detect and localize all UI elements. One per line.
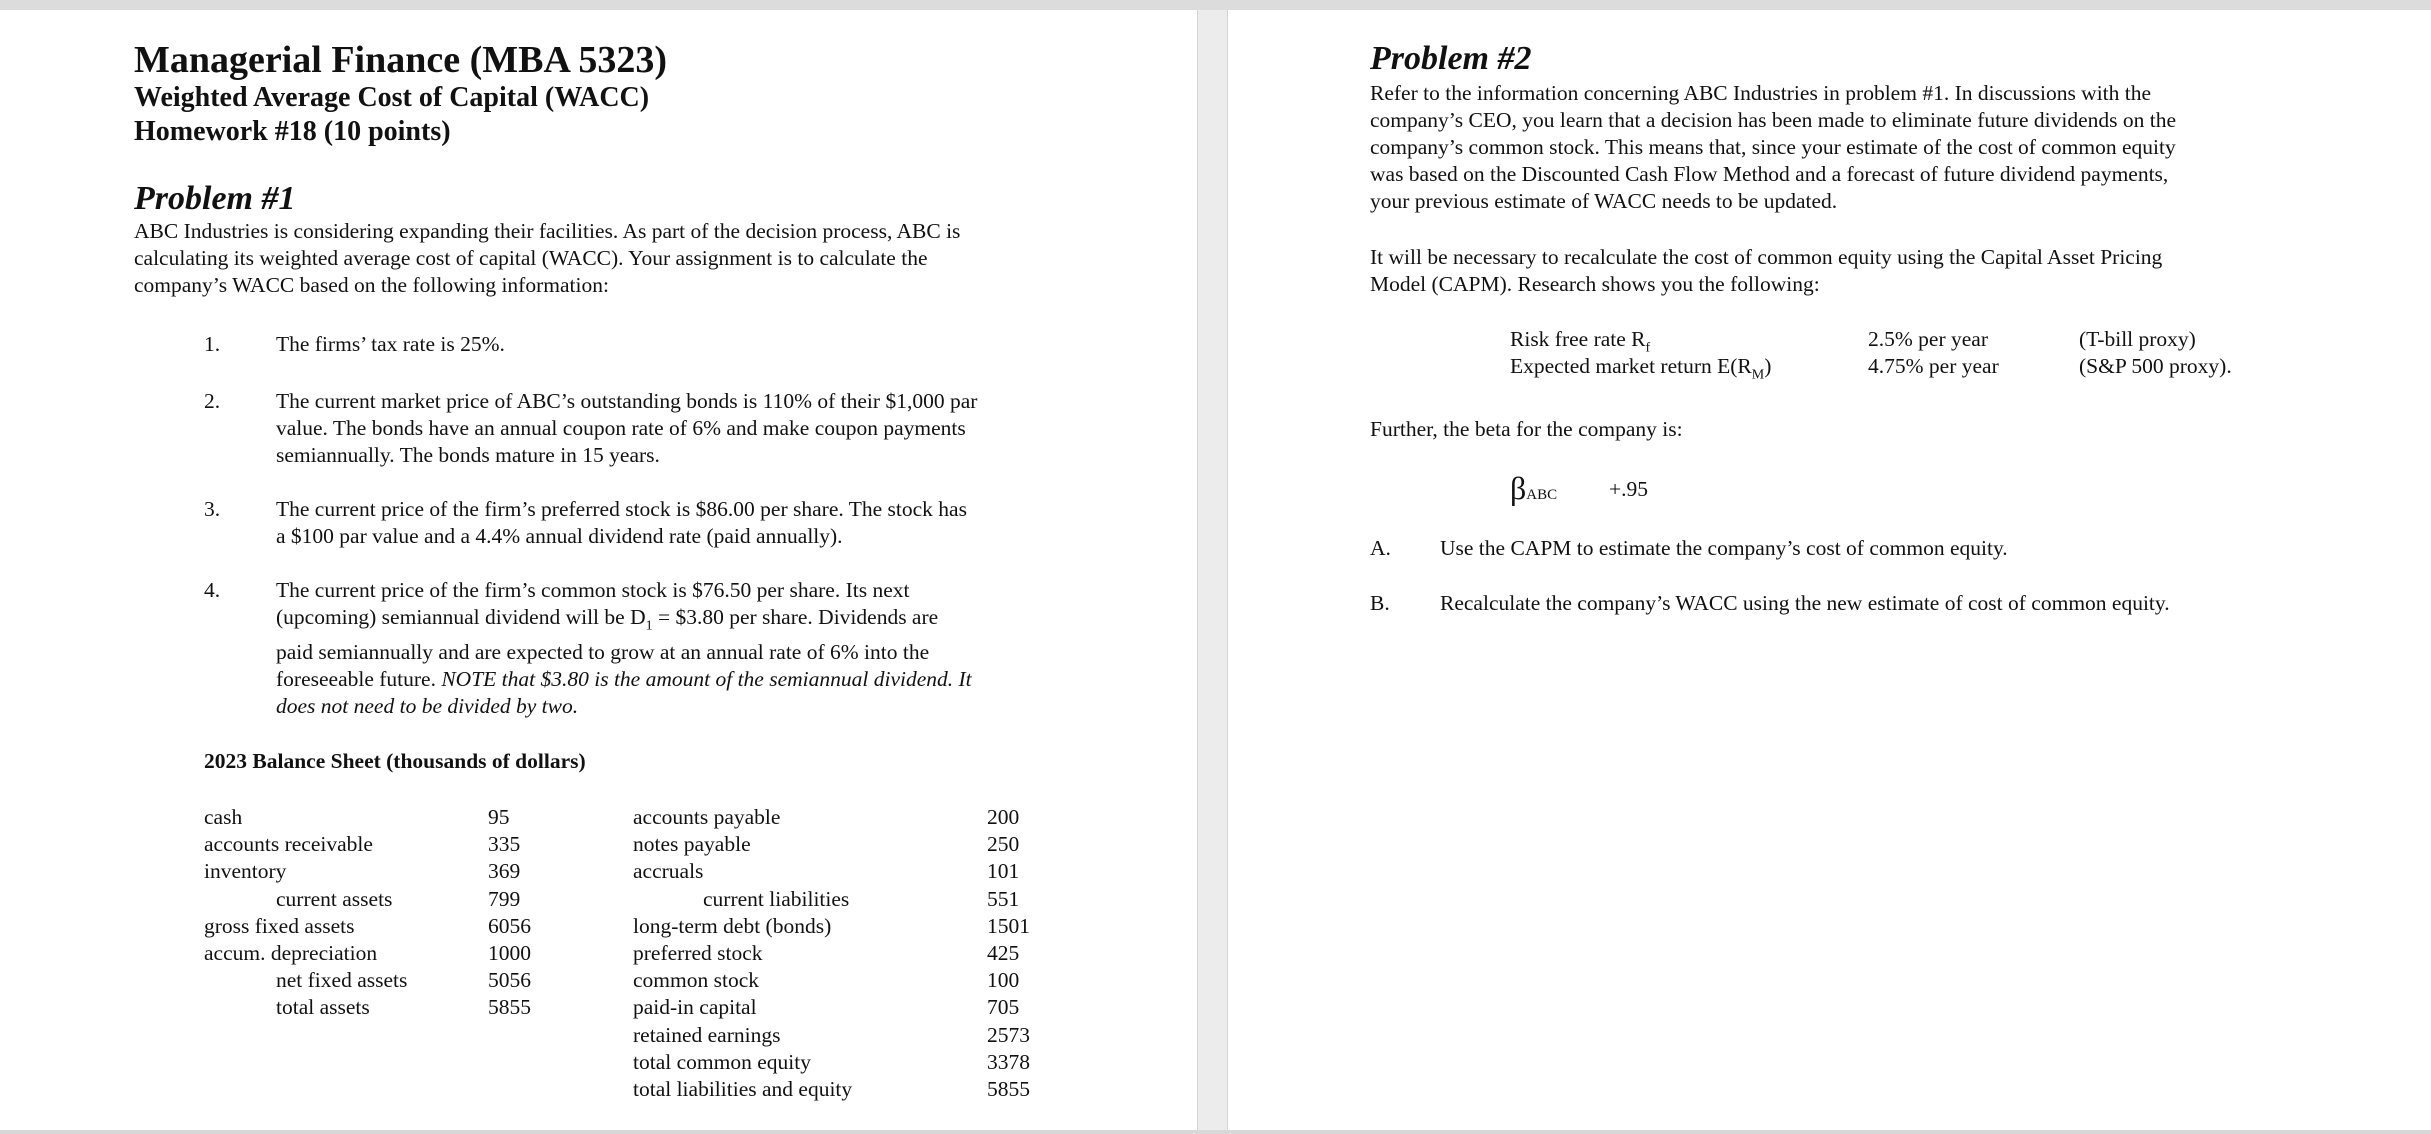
question-letter: A. bbox=[1370, 536, 1391, 560]
risk-free-rate-value: 2.5% per year bbox=[1868, 327, 1988, 351]
item-line: paid semiannually and are expected to grow at an annual rate of 6% into the bbox=[276, 640, 930, 665]
problem-1-title: Problem #1 bbox=[134, 180, 296, 217]
liability-value: 1501 bbox=[987, 913, 1030, 938]
para-line: company’s CEO, you learn that a decision has been made to eliminate future dividends on the bbox=[1370, 108, 2177, 132]
para-line: It will be necessary to recalculate the cost of common equity using the Capital Asset Pricing bbox=[1370, 245, 2163, 269]
liability-label: paid-in capital bbox=[633, 995, 757, 1020]
item-line: The current market price of ABC’s outstanding bonds is 110% of their $1,000 par bbox=[276, 389, 978, 413]
liability-label: long-term debt (bonds) bbox=[633, 913, 832, 938]
para-line: was based on the Discounted Cash Flow Method and a forecast of future dividend payments, bbox=[1370, 162, 2169, 186]
item-number: 4. bbox=[204, 578, 221, 602]
item-line-part: (upcoming) semiannual dividend will be D bbox=[276, 605, 646, 629]
item-4-text bbox=[276, 577, 972, 720]
label-subscript: f bbox=[1645, 340, 1651, 356]
liability-label: accounts payable bbox=[633, 805, 781, 829]
liability-label: notes payable bbox=[633, 832, 751, 857]
liability-value: 100 bbox=[987, 968, 1020, 993]
market-return-note: (S&P 500 proxy). bbox=[2079, 354, 2232, 378]
course-title: Managerial Finance (MBA 5323) bbox=[134, 39, 667, 81]
item-line: a $100 par value and a 4.4% annual dividend rate (paid annually). bbox=[276, 524, 843, 548]
page-left bbox=[0, 10, 1197, 1130]
asset-value: 799 bbox=[488, 886, 521, 911]
asset-label: gross fixed assets bbox=[204, 913, 355, 938]
item-line: The current price of the firm’s common stock is $76.50 per share. Its next bbox=[276, 578, 910, 602]
intro-line: company’s WACC based on the following information: bbox=[134, 273, 609, 297]
liability-value: 425 bbox=[987, 941, 1020, 965]
page-gutter bbox=[1197, 10, 1228, 1134]
liability-value: 200 bbox=[987, 805, 1020, 829]
item-line: value. The bonds have an annual coupon rate of 6% and make coupon payments bbox=[276, 416, 966, 440]
question-b-text: Recalculate the company’s WACC using the new estimate of cost of common equity. bbox=[1440, 591, 2170, 615]
beta-intro: Further, the beta for the company is: bbox=[1370, 417, 1683, 441]
page-right bbox=[1228, 10, 2431, 1130]
item-line: The current price of the firm’s preferred stock is $86.00 per share. The stock has bbox=[276, 497, 967, 521]
subtitle-homework: Homework #18 (10 points) bbox=[134, 116, 451, 147]
item-line bbox=[276, 666, 972, 693]
asset-value: 335 bbox=[488, 832, 521, 857]
asset-label: accum. depreciation bbox=[204, 941, 378, 965]
problem-2-paragraph-1 bbox=[1370, 80, 2176, 215]
problem-2-paragraph-2 bbox=[1370, 244, 2162, 298]
para-line: company’s common stock. This means that, since your estimate of the cost of common equity bbox=[1370, 135, 2176, 159]
balance-sheet-title: 2023 Balance Sheet (thousands of dollars) bbox=[204, 749, 586, 773]
asset-value: 5855 bbox=[488, 995, 531, 1020]
risk-free-rate-note: (T-bill proxy) bbox=[2079, 327, 2196, 351]
liability-label: current liabilities bbox=[703, 886, 850, 911]
label-text: Risk free rate R bbox=[1510, 327, 1646, 351]
liability-value: 551 bbox=[987, 886, 1020, 911]
item-1-text: The firms’ tax rate is 25%. bbox=[276, 332, 505, 356]
para-line: Model (CAPM). Research shows you the following: bbox=[1370, 272, 1820, 296]
liability-label: total common equity bbox=[633, 1049, 811, 1074]
label-subscript: M bbox=[1751, 367, 1765, 383]
item-number: 3. bbox=[204, 497, 221, 521]
asset-label: total assets bbox=[276, 995, 370, 1020]
problem-2-title: Problem #2 bbox=[1370, 40, 1532, 77]
asset-value: 6056 bbox=[488, 913, 531, 938]
liability-value: 101 bbox=[987, 859, 1020, 884]
asset-label: accounts receivable bbox=[204, 832, 373, 857]
market-return-value: 4.75% per year bbox=[1868, 354, 1999, 378]
label-close: ) bbox=[1764, 354, 1772, 378]
window-bottom-edge bbox=[0, 1130, 2431, 1134]
beta-symbol bbox=[1510, 470, 1557, 507]
liability-label: retained earnings bbox=[633, 1022, 781, 1047]
item-number: 1. bbox=[204, 332, 221, 356]
para-line: your previous estimate of WACC needs to be updated. bbox=[1370, 189, 1838, 213]
liability-value: 705 bbox=[987, 995, 1020, 1020]
liability-value: 2573 bbox=[987, 1022, 1030, 1047]
item-line-part: = $3.80 per share. Dividends are bbox=[652, 605, 939, 629]
label-text: Expected market return E(R bbox=[1510, 354, 1752, 378]
item-number: 2. bbox=[204, 389, 221, 413]
item-3-text bbox=[276, 496, 967, 550]
liability-label: total liabilities and equity bbox=[633, 1077, 853, 1101]
liability-value: 5855 bbox=[987, 1077, 1030, 1101]
liability-label: accruals bbox=[633, 859, 704, 884]
question-letter: B. bbox=[1370, 591, 1390, 615]
asset-label: current assets bbox=[276, 886, 393, 911]
item-note-italic: does not need to be divided by two. bbox=[276, 694, 579, 719]
dividend-subscript: 1 bbox=[645, 618, 653, 634]
item-2-text bbox=[276, 388, 977, 469]
beta-glyph: β bbox=[1510, 470, 1527, 506]
para-line: Refer to the information concerning ABC Industries in problem #1. In discussions with the bbox=[1370, 81, 2152, 105]
asset-value: 1000 bbox=[488, 941, 531, 965]
question-a-text: Use the CAPM to estimate the company’s cost of common equity. bbox=[1440, 536, 2008, 560]
asset-label: net fixed assets bbox=[276, 968, 408, 993]
item-line bbox=[276, 604, 972, 639]
item-line: semiannually. The bonds mature in 15 years. bbox=[276, 443, 660, 467]
asset-value: 369 bbox=[488, 859, 521, 884]
subtitle-wacc: Weighted Average Cost of Capital (WACC) bbox=[134, 82, 650, 113]
item-note-italic: NOTE that $3.80 is the amount of the semiannual dividend. It bbox=[441, 667, 972, 692]
intro-line: ABC Industries is considering expanding their facilities. As part of the decision process, ABC is bbox=[134, 219, 961, 243]
market-return-label bbox=[1510, 353, 1771, 388]
item-line-part: foreseeable future. bbox=[276, 667, 442, 692]
beta-subscript: ABC bbox=[1526, 487, 1558, 503]
asset-value: 95 bbox=[488, 805, 510, 829]
asset-value: 5056 bbox=[488, 968, 531, 993]
liability-value: 250 bbox=[987, 832, 1020, 857]
intro-paragraph bbox=[134, 218, 960, 299]
asset-label: cash bbox=[204, 805, 243, 829]
asset-label: inventory bbox=[204, 859, 287, 884]
liability-value: 3378 bbox=[987, 1049, 1030, 1074]
intro-line: calculating its weighted average cost of capital (WACC). Your assignment is to calculate the bbox=[134, 246, 928, 270]
beta-value: +.95 bbox=[1609, 477, 1649, 501]
liability-label: preferred stock bbox=[633, 941, 763, 965]
liability-label: common stock bbox=[633, 968, 759, 993]
